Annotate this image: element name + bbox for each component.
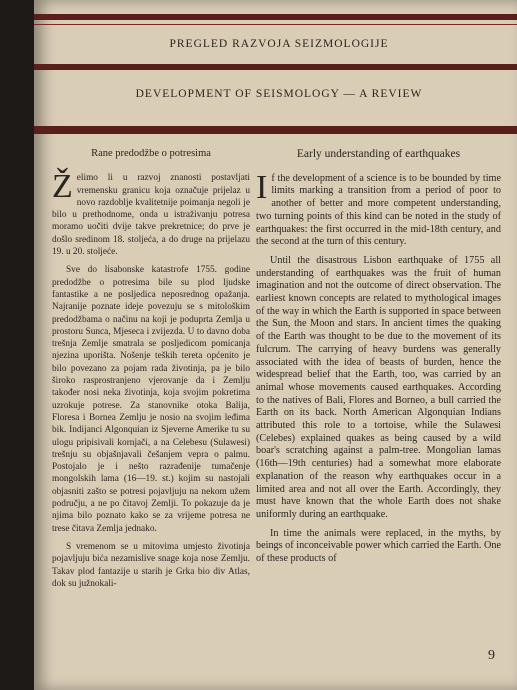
page-number: 9 bbox=[488, 648, 495, 663]
left-paragraph-3: S vremenom se u mitovima umjesto životinja pojavljuju bića nezamislive snage koja nose Zemlju. Takav plod fantazije u starih je Grka bio div Atlas, dok su južnokali- bbox=[52, 541, 250, 589]
right-heading: Early understanding of earthquakes bbox=[296, 148, 461, 160]
book-page bbox=[34, 0, 517, 690]
left-column bbox=[52, 140, 250, 596]
left-paragraph-1 bbox=[52, 168, 250, 258]
left-paragraph-1-text: elimo li u razvoj znanosti postavljati vremensku granicu koja označuje prijelaz u novo razdoblje kvalitetnije poimanja negoli je bilo u prethodnome, onda u istraživanju potresa moramo uočiti dvije takve prekretnice; do prve je došlo sredinom 18. stoljeća, a do druge na prijelazu 19. u 20. stoljeće. bbox=[52, 173, 250, 258]
left-dropcap: Ž bbox=[52, 168, 73, 206]
header-rule-top bbox=[34, 14, 517, 20]
header-rule-middle bbox=[34, 64, 517, 70]
right-paragraph-2: Until the disastrous Lisbon earthquake of 1755 all understanding of earthquakes was the fruit of human imagination and not the outcome of direct observation. The earliest known concepts are related to mythological images of the way in which the Earth is supported in space between the Sun, the Moon and stars. In ancient times the quaking of the Earth was thought to be due to the movement of its fulcrum. The carrying of heavy burdens was generally associated with the idea of beasts of burden, hence the widespread belief that the Earth, too, was carried by an animal whose movements caused earthquakes. According to the natives of Bali, Flores and Borneo, a bull carried the Earth on its back. North American Algonquian Indians attributed this role to a tortoise, while the Sulawesi (Celebes) explained quakes as being caused by a wild boar's scratching against a palm-tree. Mongolian lamas (16th—19th centuries) had a somewhat more elaborate explanation of the reason why earthquakes occur in a limited area and not all over the Earth. Accordingly, they must have known that the whole Earth does not shake uniformly during an earthquake. bbox=[256, 254, 501, 520]
right-column bbox=[256, 140, 501, 572]
right-dropcap: I bbox=[256, 168, 268, 206]
title-english: DEVELOPMENT OF SEISMOLOGY — A REVIEW bbox=[135, 88, 423, 100]
left-heading: Rane predodžbe o potresima bbox=[91, 148, 211, 159]
header-thin-rule bbox=[34, 24, 517, 25]
header-rule-bottom bbox=[34, 126, 517, 134]
right-paragraph-3: In time the animals were replaced, in the myths, by beings of inconceivable power which carried the Earth. One of these products of bbox=[256, 527, 501, 565]
right-paragraph-1 bbox=[256, 168, 501, 249]
title-serbo-croatian: PREGLED RAZVOJA SEIZMOLOGIJE bbox=[169, 38, 389, 50]
left-paragraph-2: Sve do lisabonske katastrofe 1755. godine predodžbe o potresima bile su plod ljudske fantastike a ne posljedica neposrednog opažanja. Najranije poznate ideje povezuju se s mitološkim predodžbama o načinu na koji je poduprta Zemlja u prostoru Sunca, Mjeseca i zvijezda. U to davno doba trešnja Zemlje smatrala se posljedicom pomicanja njezina uporišta. Nošenje teških tereta općenito je bilo povezano za pojam rada životinja, pa je bilo široko rasprostranjeno vjerovanje da i Zemlju također nosi neka životinja, koja svojim pokretima uzrokuje potrese. Za stanovnike otoka Balija, Floresa i Bornea Zemlju je nosio na svojim leđima bik. Indijanci Algonquian iz Sjeverne Amerike tu su ulogu pripisivali kornjači, a na Celebesu (Sulawesi) trešnju su objašnjavali češanjem vepra o palmu. Postojalo je i nešto razrađenije tumačenje mongolskih lama (16—19. st.) kojim su nastojali objasniti zašto se potresi pojavljuju na nekom užem području, a ne po čitavoj Zemlji. To pokazuje da je njima bilo poznato kako se za vrijeme potresa ne trese čitava Zemlja jednako. bbox=[52, 265, 250, 534]
right-paragraph-1-text: f the development of a science is to be bounded by time limits marking a transition from a period of poor to another of better and more competent understanding, two turning points of this kind can be noted in the study of earthquakes: the first occurred in the mid-18th century, and the second at the turn of this century. bbox=[256, 172, 501, 248]
